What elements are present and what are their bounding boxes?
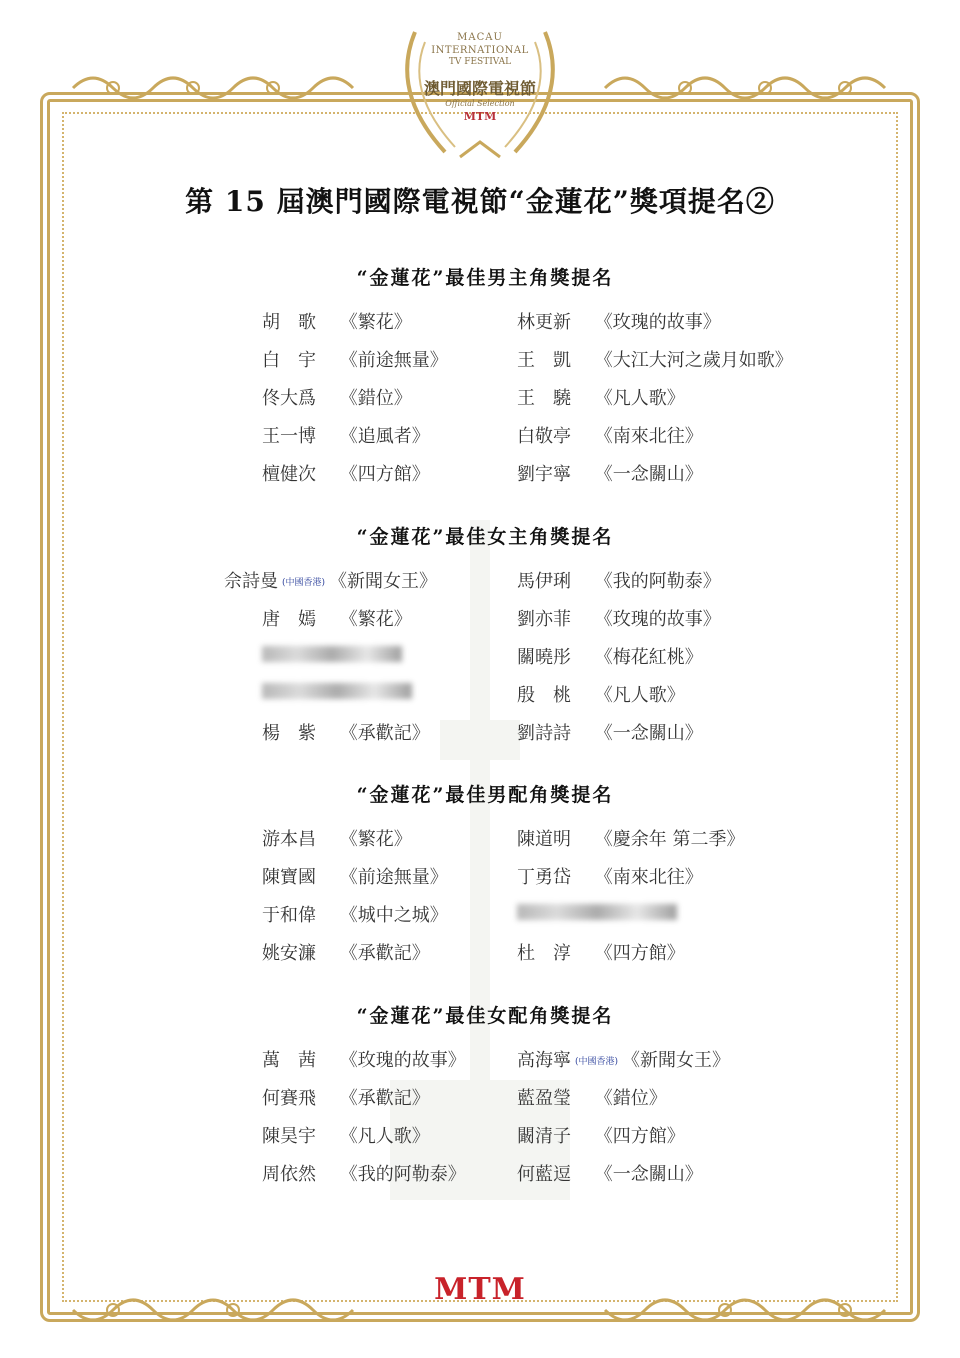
nominee-row <box>262 346 448 372</box>
nominee-work: 《新聞女王》 <box>622 1050 731 1071</box>
nominee-work: 《城中之城》 <box>339 905 448 926</box>
nominee-name: 何賽飛 <box>262 1088 316 1109</box>
nominee-name: 白敬亭 <box>517 426 571 447</box>
flourish-ornament-top-left <box>68 68 358 108</box>
redacted-nominee <box>262 683 412 699</box>
nominee-row <box>262 1160 466 1186</box>
nominee-row <box>262 422 430 448</box>
redacted-nominee <box>517 904 677 920</box>
nominee-row <box>517 308 721 334</box>
nominee-name: 姚安濂 <box>262 943 316 964</box>
emblem-official-selection: Official Selection <box>445 99 515 108</box>
nominee-name: 劉亦菲 <box>517 609 571 630</box>
nominee-row <box>517 460 703 486</box>
page-title: 第 15 屆澳門國際電視節“金蓮花”獎項提名② <box>185 185 775 218</box>
nominee-name: 藍盈瑩 <box>517 1088 571 1109</box>
nominee-row <box>517 1046 730 1072</box>
nominee-row <box>224 567 437 593</box>
nominee-row <box>517 1160 703 1186</box>
nominee-row <box>262 1046 466 1072</box>
nominee-name: 于和偉 <box>262 905 316 926</box>
nominee-row <box>517 825 744 851</box>
nominee-name: 佟大爲 <box>262 388 316 409</box>
nominee-work: 《承歡記》 <box>339 943 430 964</box>
nominee-name: 關曉彤 <box>517 647 571 668</box>
nominee-row <box>517 422 703 448</box>
section-title-best-supporting-actor: “金蓮花”最佳男配角獎提名 <box>356 784 614 806</box>
nominee-work: 《凡人歌》 <box>594 685 685 706</box>
nominee-row <box>517 1122 685 1148</box>
nominee-row <box>262 308 412 334</box>
redacted-nominee <box>262 646 402 662</box>
nominee-row <box>262 901 448 927</box>
nominee-row <box>262 384 412 410</box>
nominee-name: 馬伊琍 <box>517 571 571 592</box>
nominee-work: 《錯位》 <box>339 388 412 409</box>
flourish-ornament-top-right <box>600 68 890 108</box>
nominee-name: 何藍逗 <box>517 1164 571 1185</box>
nominee-work: 《新聞女王》 <box>329 571 438 592</box>
nominee-name: 陳昊宇 <box>262 1126 316 1147</box>
section-title-best-actress: “金蓮花”最佳女主角獎提名 <box>356 526 614 548</box>
nominee-work: 《四方館》 <box>339 464 430 485</box>
nominee-work: 《錯位》 <box>594 1088 667 1109</box>
nominee-row <box>262 1084 430 1110</box>
nominee-name: 檀健次 <box>262 464 316 485</box>
nominee-name: 杜 淳 <box>517 943 571 964</box>
nominee-work: 《南來北往》 <box>594 426 703 447</box>
emblem-tv-festival: TV FESTIVAL <box>448 57 512 67</box>
nominee-work: 《我的阿勒泰》 <box>339 1164 466 1185</box>
nominee-row <box>262 863 448 889</box>
nominee-row <box>517 346 793 372</box>
nominee-row <box>517 567 721 593</box>
nominee-row <box>262 460 430 486</box>
nominee-row <box>262 719 430 745</box>
nominee-work: 《前途無量》 <box>339 867 448 888</box>
nominee-row <box>517 384 685 410</box>
nominee-work: 《梅花紅桃》 <box>594 647 703 668</box>
nominee-name: 劉宇寧 <box>517 464 571 485</box>
footer-mtm-logo: MTM <box>434 1272 526 1307</box>
nominee-row <box>517 939 685 965</box>
nominee-work: 《我的阿勒泰》 <box>594 571 721 592</box>
nominee-work: 《承歡記》 <box>339 723 430 744</box>
section-title-best-actor: “金蓮花”最佳男主角獎提名 <box>356 267 614 289</box>
nominee-name: 白 宇 <box>262 350 316 371</box>
nominee-name: 王 驍 <box>517 388 571 409</box>
nominee-name: 高海寧 <box>517 1050 571 1071</box>
region-tag: (中國香港) <box>282 578 326 588</box>
nominee-name: 王 凱 <box>517 350 571 371</box>
nominee-name: 闞清子 <box>517 1126 571 1147</box>
nominee-row <box>262 825 412 851</box>
nominee-work: 《四方館》 <box>594 943 685 964</box>
nominee-name: 丁勇岱 <box>517 867 571 888</box>
nominee-row <box>517 863 703 889</box>
nominee-work: 《繁花》 <box>339 829 412 850</box>
nominee-work: 《繁花》 <box>339 312 412 333</box>
nominee-work: 《玫瑰的故事》 <box>594 609 721 630</box>
nominee-work: 《玫瑰的故事》 <box>339 1050 466 1071</box>
nominee-row <box>262 1122 430 1148</box>
nominee-row <box>262 605 412 631</box>
emblem-international: INTERNATIONAL <box>431 45 529 56</box>
nominee-work: 《凡人歌》 <box>339 1126 430 1147</box>
nominee-row <box>517 681 685 707</box>
nominee-work: 《一念關山》 <box>594 1164 703 1185</box>
nominee-work: 《慶余年 第二季》 <box>594 829 745 850</box>
nominee-name: 佘詩曼 <box>224 571 278 592</box>
emblem-macau: MACAU <box>457 32 503 43</box>
nominee-work: 《繁花》 <box>339 609 412 630</box>
nominee-row <box>517 1084 667 1110</box>
nominee-work: 《四方館》 <box>594 1126 685 1147</box>
region-tag: (中國香港) <box>575 1057 619 1067</box>
nominee-name: 萬 茜 <box>262 1050 316 1071</box>
nominee-name: 周依然 <box>262 1164 316 1185</box>
nominee-name: 林更新 <box>517 312 571 333</box>
section-title-best-supporting-actress: “金蓮花”最佳女配角獎提名 <box>356 1005 614 1027</box>
nominee-name: 殷 桃 <box>517 685 571 706</box>
nominee-name: 游本昌 <box>262 829 316 850</box>
nominee-work: 《一念關山》 <box>594 723 703 744</box>
nominee-work: 《南來北往》 <box>594 867 703 888</box>
nominee-name: 唐 嫣 <box>262 609 316 630</box>
nominee-work: 《凡人歌》 <box>594 388 685 409</box>
nominee-work: 《追風者》 <box>339 426 430 447</box>
nominee-row <box>517 605 721 631</box>
emblem-chinese-name: 澳門國際電視節 <box>423 79 536 98</box>
nominee-work: 《承歡記》 <box>339 1088 430 1109</box>
nominee-work: 《大江大河之歲月如歌》 <box>594 350 793 371</box>
emblem-mtm: MTM <box>463 110 497 123</box>
nominee-name: 楊 紫 <box>262 723 316 744</box>
nominee-work: 《玫瑰的故事》 <box>594 312 721 333</box>
nominee-row <box>517 719 703 745</box>
nominee-name: 劉詩詩 <box>517 723 571 744</box>
nominee-work: 《前途無量》 <box>339 350 448 371</box>
nominee-work: 《一念關山》 <box>594 464 703 485</box>
nominee-name: 陳道明 <box>517 829 571 850</box>
nominee-row <box>262 939 430 965</box>
nominee-row <box>517 643 703 669</box>
nominee-name: 胡 歌 <box>262 312 316 333</box>
nominee-name: 陳寶國 <box>262 867 316 888</box>
nominee-name: 王一博 <box>262 426 316 447</box>
